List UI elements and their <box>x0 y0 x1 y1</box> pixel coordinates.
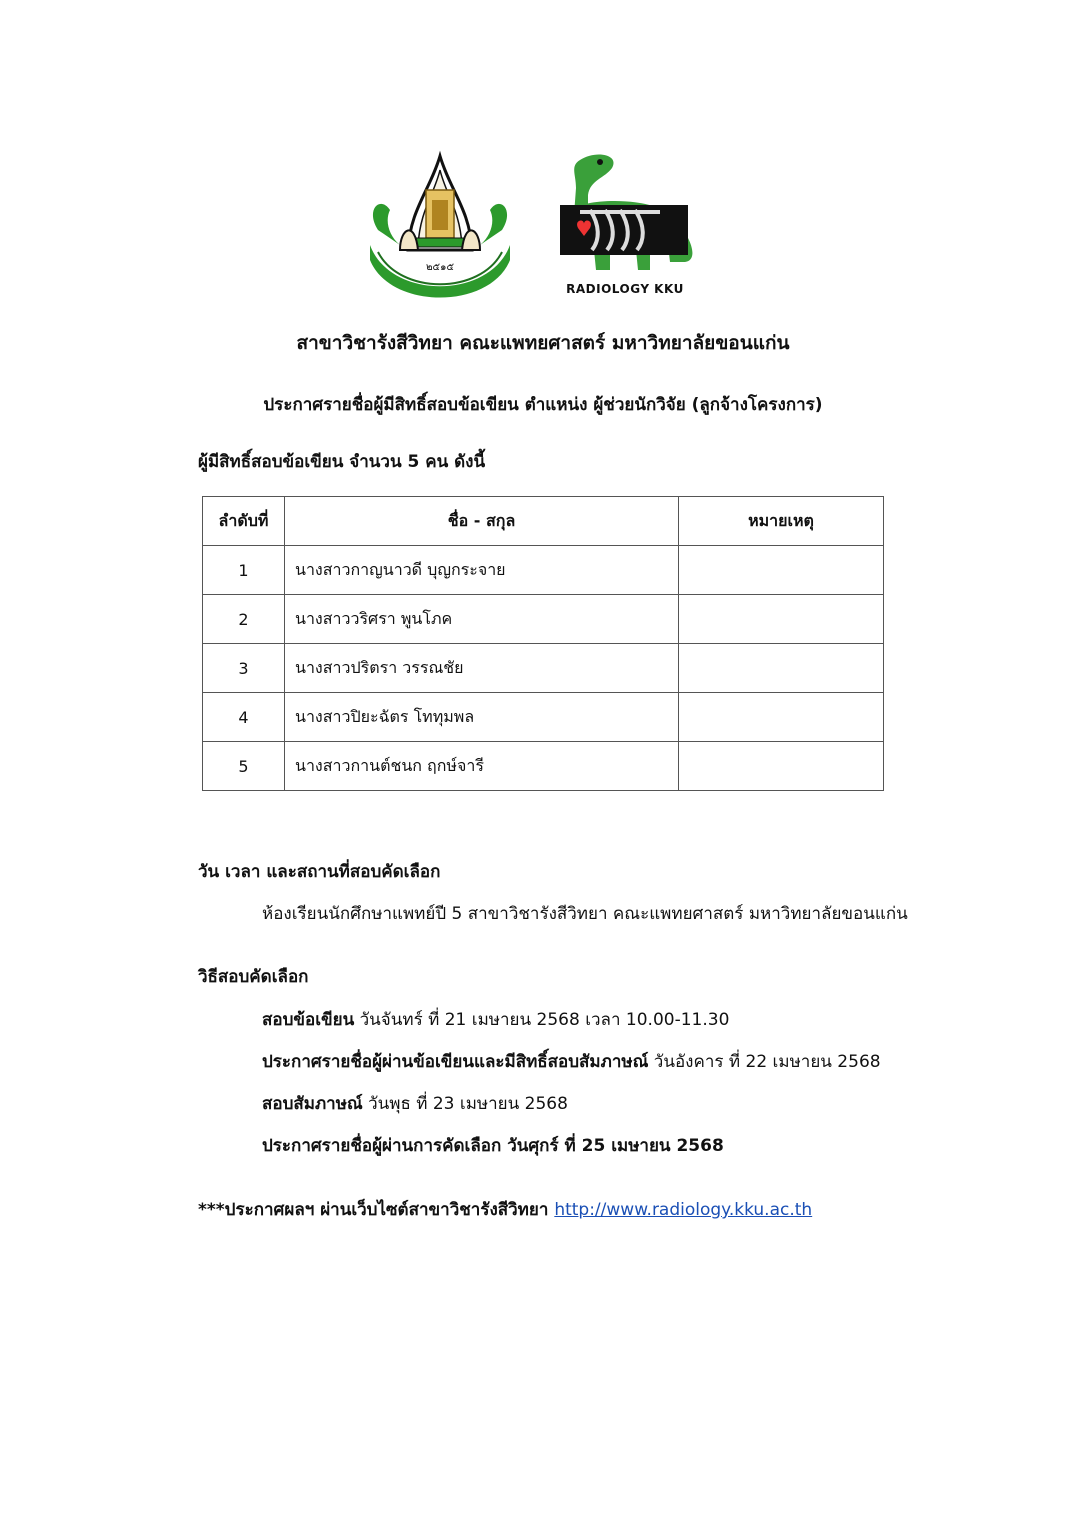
venue-text: ห้องเรียนนักศึกษาแพทย์ปี 5 สาขาวิชารังสีวิทยา คณะแพทยศาสตร์ มหาวิทยาลัยขอนแก่น <box>262 904 908 924</box>
row-number: 2 <box>203 595 285 644</box>
logo-area <box>360 150 720 310</box>
eligible-heading: ผู้มีสิทธิ์สอบข้อเขียน จำนวน 5 คน ดังนี้ <box>198 452 486 472</box>
table-row <box>203 595 884 644</box>
radiology-logo <box>550 150 700 310</box>
radiology-website-link[interactable]: http://www.radiology.kku.ac.th <box>554 1200 813 1220</box>
method-item-detail: วันจันทร์ ที่ 21 เมษายน 2568 เวลา 10.00-11.30 <box>354 1010 730 1030</box>
method-item <box>262 1006 729 1033</box>
method-item-detail: วันพุธ ที่ 23 เมษายน 2568 <box>362 1094 568 1114</box>
results-notice <box>198 1196 812 1223</box>
dinosaur-xray-icon <box>550 150 700 280</box>
row-name: นางสาวปิยะฉัตร โททุมพล <box>285 693 679 742</box>
method-item <box>262 1132 724 1159</box>
row-name: นางสาวกานต์ชนก ฤกษ์จารี <box>285 742 679 791</box>
method-item-label: ประกาศรายชื่อผู้ผ่านข้อเขียนและมีสิทธิ์สอบสัมภาษณ์ <box>262 1052 649 1072</box>
row-note <box>679 742 884 791</box>
row-note <box>679 693 884 742</box>
table-row <box>203 546 884 595</box>
method-item-label: สอบข้อเขียน <box>262 1010 355 1030</box>
row-note <box>679 644 884 693</box>
row-note <box>679 546 884 595</box>
method-heading: วิธีสอบคัดเลือก <box>198 967 309 987</box>
row-name: นางสาวปริตรา วรรณชัย <box>285 644 679 693</box>
row-number: 4 <box>203 693 285 742</box>
row-number: 1 <box>203 546 285 595</box>
page-title: สาขาวิชารังสีวิทยา คณะแพทยศาสตร์ มหาวิทยาลัยขอนแก่น <box>296 332 790 354</box>
method-item-label: สอบสัมภาษณ์ <box>262 1094 363 1114</box>
header-note: หมายเหตุ <box>679 497 884 546</box>
row-number: 3 <box>203 644 285 693</box>
method-item-detail: วันอังคาร ที่ 22 เมษายน 2568 <box>648 1052 881 1072</box>
method-item <box>262 1048 881 1075</box>
header-order: ลำดับที่ <box>203 497 285 546</box>
svg-text:๒๕๑๕: ๒๕๑๕ <box>425 262 455 273</box>
radiology-logo-caption: RADIOLOGY KKU <box>566 282 684 296</box>
venue-heading: วัน เวลา และสถานที่สอบคัดเลือก <box>198 862 441 882</box>
table-row <box>203 644 884 693</box>
row-name: นางสาววริศรา พูนโภค <box>285 595 679 644</box>
method-item <box>262 1090 568 1117</box>
faculty-emblem-icon <box>360 150 520 310</box>
results-notice-text: ***ประกาศผลฯ ผ่านเว็บไซต์สาขาวิชารังสีวิทยา <box>198 1200 555 1220</box>
row-number: 5 <box>203 742 285 791</box>
table-row <box>203 693 884 742</box>
candidates-table <box>202 496 884 791</box>
table-header-row <box>203 497 884 546</box>
row-note <box>679 595 884 644</box>
header-name: ชื่อ - สกุล <box>285 497 679 546</box>
row-name: นางสาวกาญนาวดี บุญกระจาย <box>285 546 679 595</box>
announcement-subtitle: ประกาศรายชื่อผู้มีสิทธิ์สอบข้อเขียน ตำแหน่ง ผู้ช่วยนักวิจัย (ลูกจ้างโครงการ) <box>263 395 823 415</box>
method-item-label: ประกาศรายชื่อผู้ผ่านการคัดเลือก วันศุกร์ ที่ 25 เมษายน 2568 <box>262 1136 724 1156</box>
table-row <box>203 742 884 791</box>
